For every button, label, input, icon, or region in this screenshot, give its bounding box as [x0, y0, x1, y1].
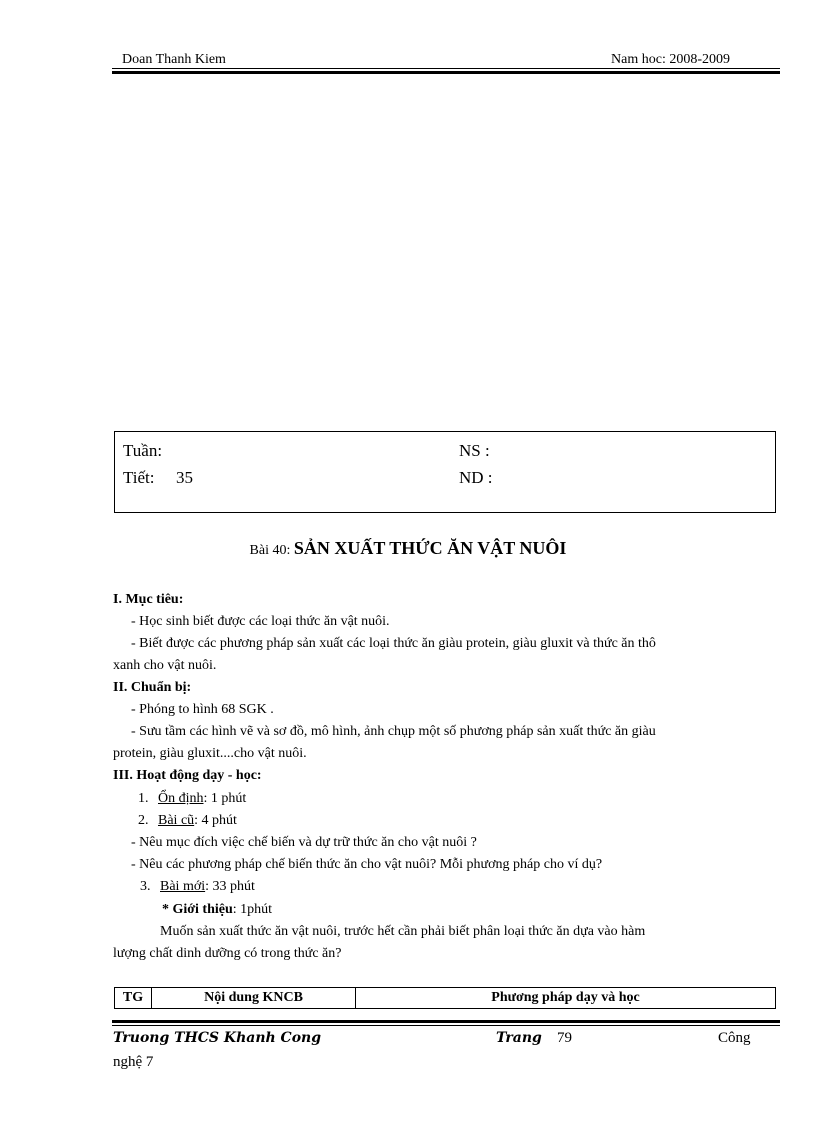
footer-subject: Công: [718, 1030, 751, 1046]
review-question-1: - Nêu mục đích việc chế biến và dự trữ thức ăn cho vật nuôi ?: [131, 835, 477, 850]
step-duration: : 33 phút: [205, 879, 255, 894]
footer-subject-continuation: nghệ 7: [113, 1054, 154, 1070]
lesson-table-header: [114, 987, 776, 1009]
step-number: 3.: [140, 879, 151, 894]
ns-label: NS :: [459, 441, 490, 460]
lesson-title: [0, 538, 816, 559]
introduction-text: Muốn sản xuất thức ăn vật nuôi, trước hết cần phải biết phân loại thức ăn dựa vào hàm: [160, 924, 646, 939]
nd-label: ND :: [459, 468, 493, 487]
step-label: Bài cũ: [158, 813, 195, 828]
column-header-content: Nội dung KNCB: [152, 988, 356, 1008]
preparation-item-2: - Sưu tầm các hình vẽ và sơ đồ, mô hình, ảnh chụp một số phương pháp sản xuất thức ăn giàu: [131, 724, 656, 739]
column-header-time: TG: [115, 988, 152, 1008]
introduction-label: * Giới thiệu: [162, 902, 233, 917]
step-duration: : 4 phút: [194, 813, 237, 828]
introduction-text-continuation: lượng chất dinh dưỡng có trong thức ăn?: [113, 946, 342, 961]
step-number: 1.: [138, 791, 149, 806]
footer-rule: [112, 1025, 780, 1026]
step-label: Bài mới: [160, 879, 206, 894]
step-stabilize: [138, 789, 246, 809]
header-rule: [112, 68, 780, 69]
header-school-year: Nam hoc: 2008-2009: [611, 52, 730, 67]
footer-rule-thick: [112, 1020, 780, 1023]
lesson-info-box: [114, 431, 776, 513]
lesson-prefix: Bài 40:: [249, 543, 291, 558]
section-objectives-heading: I. Mục tiêu:: [113, 592, 184, 607]
introduction-duration: : 1phút: [232, 902, 273, 917]
footer-page-number: 79: [557, 1030, 572, 1046]
header-author: Doan Thanh Kiem: [122, 52, 226, 67]
step-review: [138, 811, 237, 831]
section-preparation-heading: II. Chuẩn bị:: [113, 680, 192, 695]
step-label: Ổn định: [158, 791, 204, 806]
header-rule-thick: [112, 71, 780, 74]
preparation-item-1: - Phóng to hình 68 SGK .: [131, 702, 274, 717]
lesson-name: SẢN XUẤT THỨC ĂN VẬT NUÔI: [293, 538, 567, 558]
objective-item-2: - Biết được các phương pháp sản xuất các loại thức ăn giàu protein, giàu gluxit và thức ăn thô: [131, 636, 656, 651]
introduction: [162, 900, 272, 920]
step-duration: : 1 phút: [203, 791, 247, 806]
period-value: 35: [176, 468, 193, 487]
footer-school: Truong THCS Khanh Cong: [113, 1030, 322, 1046]
footer-page-label: Trang: [496, 1030, 542, 1046]
step-new-lesson: [140, 877, 255, 897]
section-activities-heading: III. Hoạt động dạy - học:: [113, 768, 262, 783]
preparation-item-2-continuation: protein, giàu gluxit....cho vật nuôi.: [113, 746, 307, 761]
period-label: Tiết:: [123, 468, 155, 487]
column-header-method: Phương pháp dạy và học: [491, 990, 640, 1005]
week-label: Tuần:: [123, 441, 163, 460]
objective-item-2-continuation: xanh cho vật nuôi.: [113, 658, 217, 673]
step-number: 2.: [138, 813, 149, 828]
review-question-2: - Nêu các phương pháp chế biến thức ăn cho vật nuôi? Mỗi phương pháp cho ví dụ?: [131, 857, 603, 872]
objective-item-1: - Học sinh biết được các loại thức ăn vật nuôi.: [131, 614, 390, 629]
